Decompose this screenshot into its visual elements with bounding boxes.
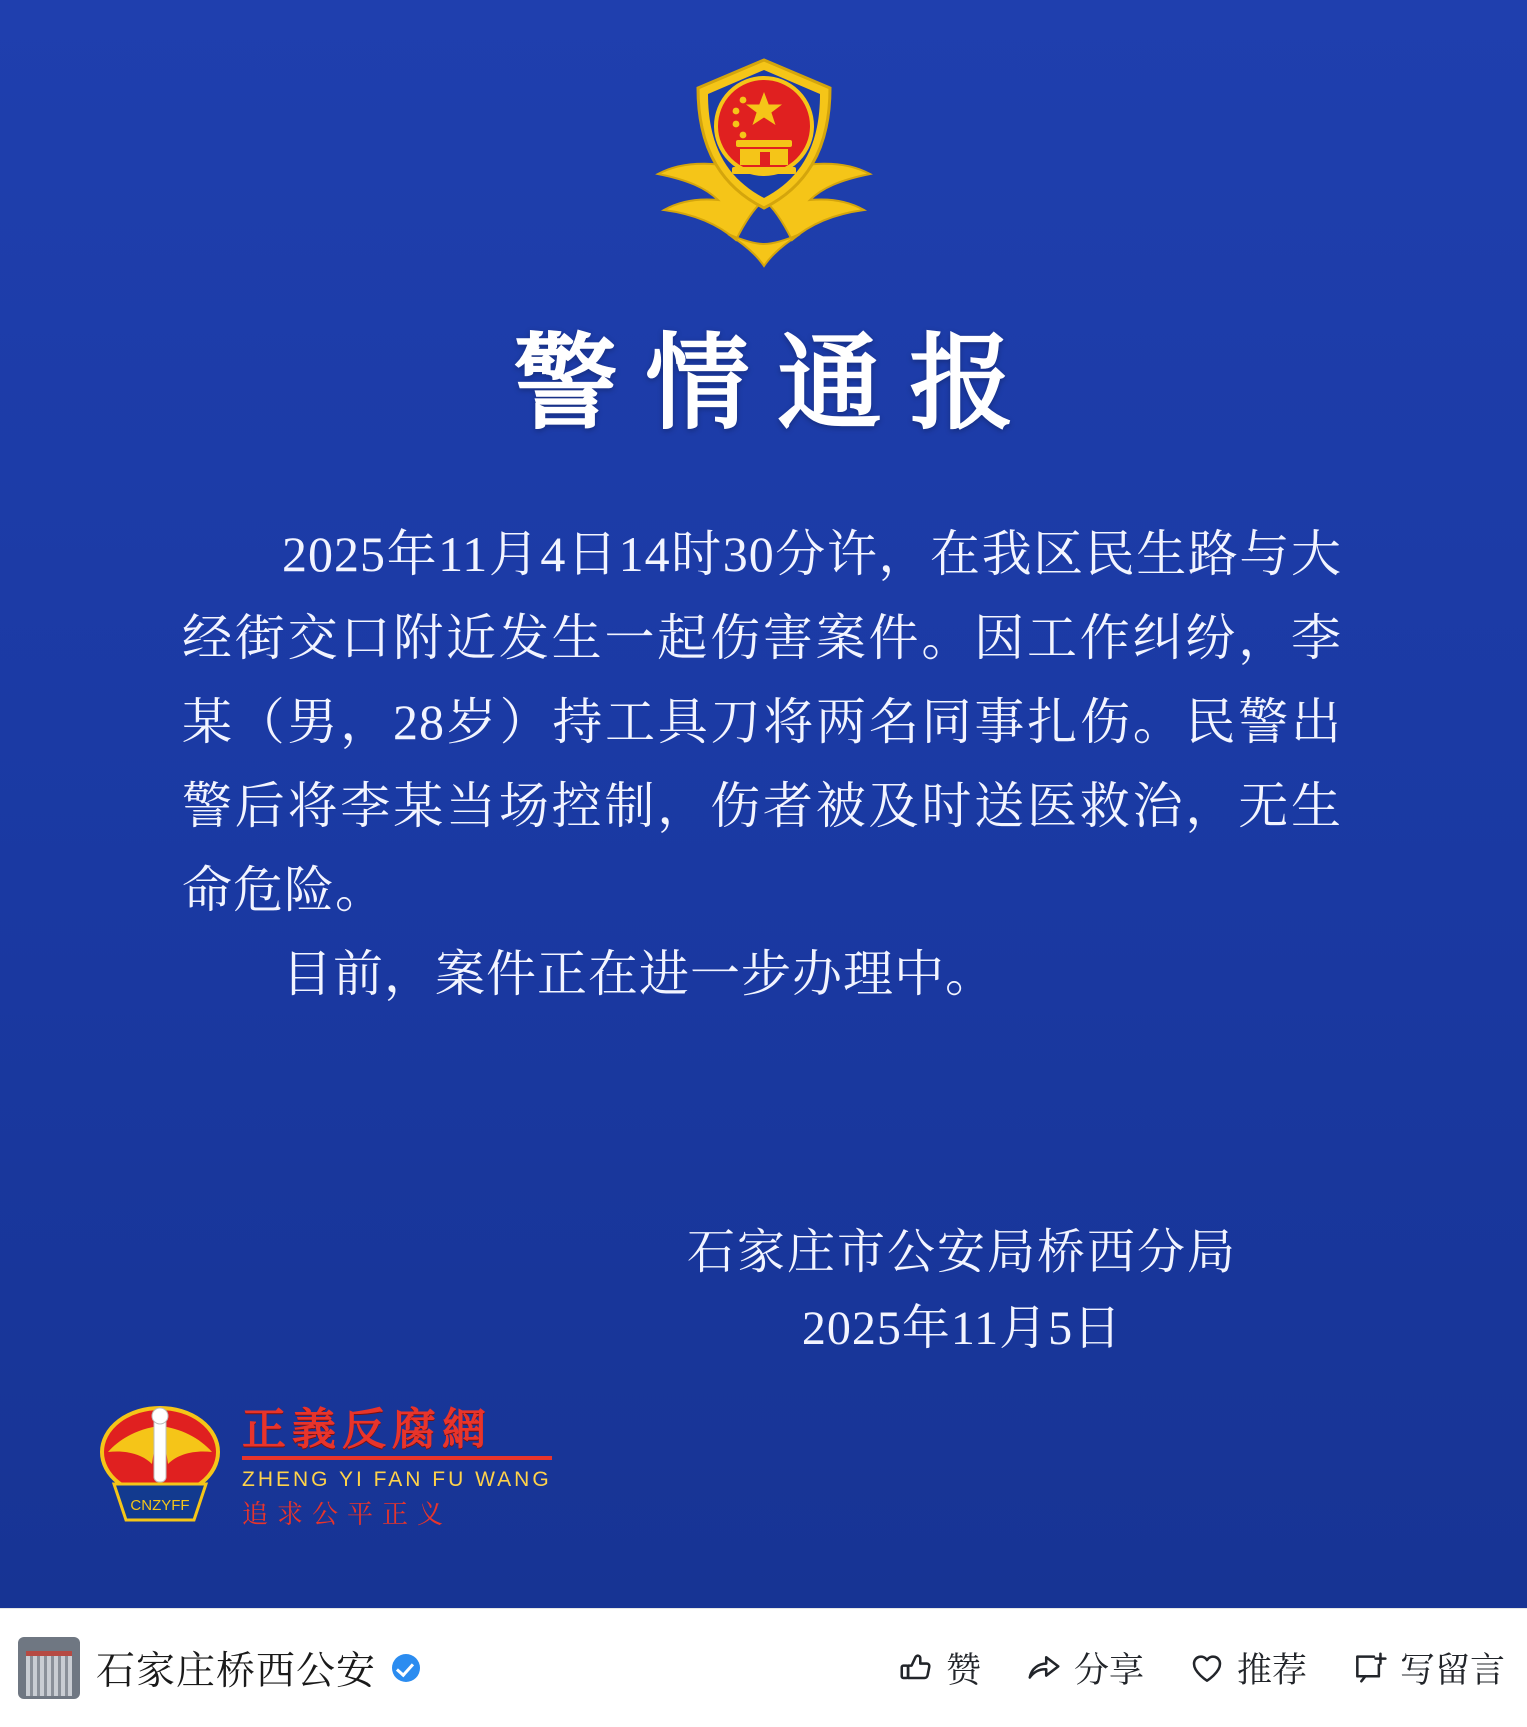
like-label: 赞 [945, 1651, 981, 1690]
recommend-button[interactable] [1188, 1643, 1307, 1693]
share-label: 分享 [1073, 1651, 1144, 1690]
notice-paragraph-2: 目前，案件正在进一步办理中。 [282, 946, 996, 1002]
china-police-emblem [644, 48, 884, 273]
avatar-image [26, 1651, 72, 1696]
watermark-badge-icon [96, 1400, 224, 1536]
account-info[interactable] [18, 1637, 420, 1699]
share-button[interactable] [1025, 1643, 1144, 1693]
svg-text:CNZYFF: CNZYFF [130, 1497, 190, 1514]
thumbs-up-icon [897, 1649, 935, 1687]
watermark-pinyin: ZHENG YI FAN FU WANG [242, 1468, 552, 1491]
notice-paragraph-1: 2025年11月4日14时30分许，在我区民生路与大经街交口附近发生一起伤害案件。因工作纠纷，李某（男，28岁）持工具刀将两名同事扎伤。民警出警后将李某当场控制，伤者被及时送医救治，无生命危险。 [182, 526, 1342, 918]
watermark-site-name: 正義反腐網 [242, 1408, 552, 1460]
issue-date: 2025年11月5日 [801, 1302, 1123, 1355]
issuing-organization: 石家庄市公安局桥西分局 [686, 1226, 1237, 1279]
watermark-text [242, 1405, 552, 1529]
action-buttons [897, 1643, 1505, 1693]
comment-icon [1351, 1649, 1389, 1687]
heart-icon [1188, 1649, 1226, 1687]
notice-signature [687, 1215, 1237, 1367]
like-button[interactable] [897, 1643, 981, 1693]
comment-label: 写留言 [1399, 1651, 1505, 1690]
notice-body [182, 512, 1342, 1016]
site-watermark [96, 1400, 552, 1536]
comment-button[interactable] [1351, 1643, 1505, 1693]
notice-title: 警情通报 [513, 327, 1042, 442]
account-name[interactable]: 石家庄桥西公安 [96, 1650, 377, 1693]
watermark-slogan: 追求公平正义 [242, 1500, 453, 1529]
post-action-bar [0, 1608, 1527, 1727]
share-icon [1025, 1649, 1063, 1687]
recommend-label: 推荐 [1236, 1651, 1307, 1690]
avatar[interactable] [18, 1637, 80, 1699]
verified-badge-icon [392, 1654, 420, 1682]
